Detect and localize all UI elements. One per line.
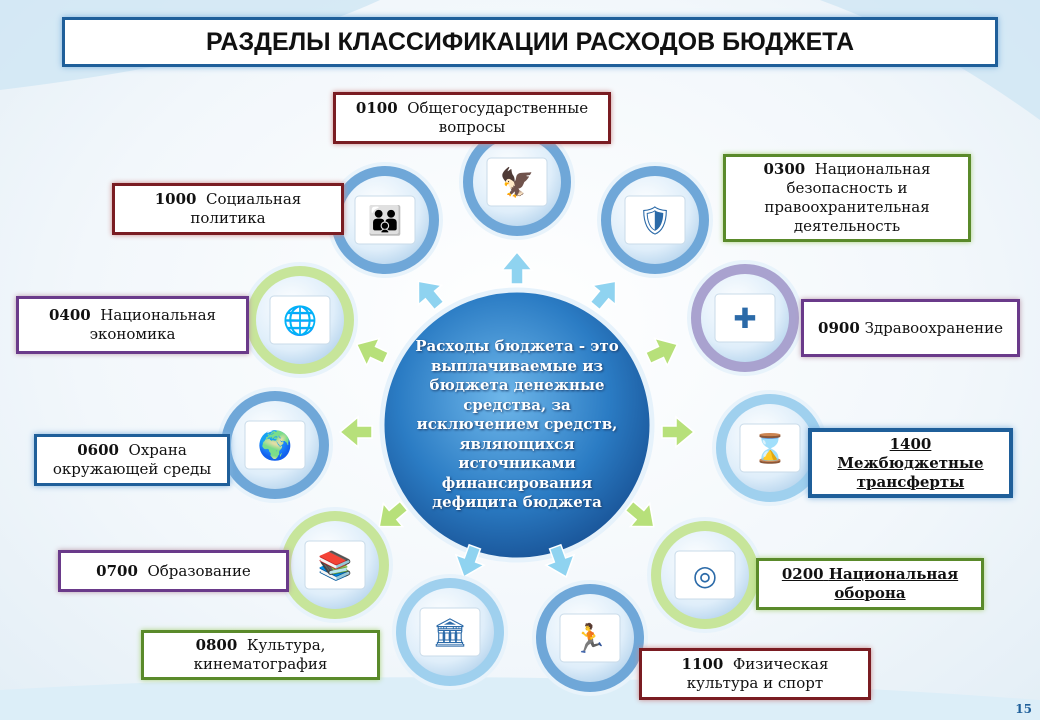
label-0800: 0800 Культура, кинематография <box>141 630 380 680</box>
medical-bag-icon <box>689 262 801 374</box>
svg-text:🏃: 🏃 <box>572 622 608 655</box>
earth-hands-icon <box>219 389 331 501</box>
label-1100: 1100 Физическая культура и спорт <box>639 648 871 700</box>
label-1000: 1000 Социальная политика <box>112 183 344 235</box>
svg-text:👪: 👪 <box>367 204 403 237</box>
svg-text:⌛: ⌛ <box>752 432 788 465</box>
label-0700: 0700 Образование <box>58 550 289 592</box>
svg-text:🏛: 🏛 <box>432 616 468 649</box>
arrow-0 <box>502 252 532 284</box>
security-emblem-icon <box>599 164 711 276</box>
svg-text:🌐: 🌐 <box>282 304 318 337</box>
svg-text:📚: 📚 <box>317 549 353 582</box>
page-number: 15 <box>1015 702 1032 716</box>
arrow-9 <box>350 331 392 372</box>
family-icon <box>329 164 441 276</box>
theater-building-icon <box>394 576 506 688</box>
svg-text:✚: ✚ <box>733 302 757 335</box>
svg-text:🦅: 🦅 <box>499 166 535 199</box>
label-0900: 0900 Здравоохранение <box>801 299 1020 357</box>
svg-text:🛡: 🛡 <box>637 204 673 237</box>
globe-flag-icon <box>244 264 356 376</box>
label-0300: 0300 Национальная безопасность и правоохранительная деятельность <box>723 154 971 242</box>
page-title: РАЗДЕЛЫ КЛАССИФИКАЦИИ РАСХОДОВ БЮДЖЕТА <box>62 17 998 67</box>
label-0600: 0600 Охрана окружающей среды <box>34 434 230 486</box>
svg-text:◎: ◎ <box>692 559 718 592</box>
label-0400: 0400 Национальная экономика <box>16 296 249 354</box>
center-definition: Расходы бюджета - это выплачиваемые из бюджета денежные средства, за исключением средств, являющихся источниками финансирования дефицита бюджета <box>415 337 619 512</box>
books-globe-icon <box>279 509 391 621</box>
arrow-8 <box>340 417 372 447</box>
label-1400: 1400 Межбюджетные трансферты <box>808 428 1013 498</box>
label-0100: 0100 Общегосударственные вопросы <box>333 92 611 144</box>
arrow-2 <box>642 331 684 372</box>
coins-icon <box>649 519 761 631</box>
label-0200: 0200 Национальная оборона <box>756 558 984 610</box>
sport-icon <box>534 582 646 694</box>
arrow-3 <box>662 417 694 447</box>
svg-text:🌍: 🌍 <box>257 429 293 462</box>
